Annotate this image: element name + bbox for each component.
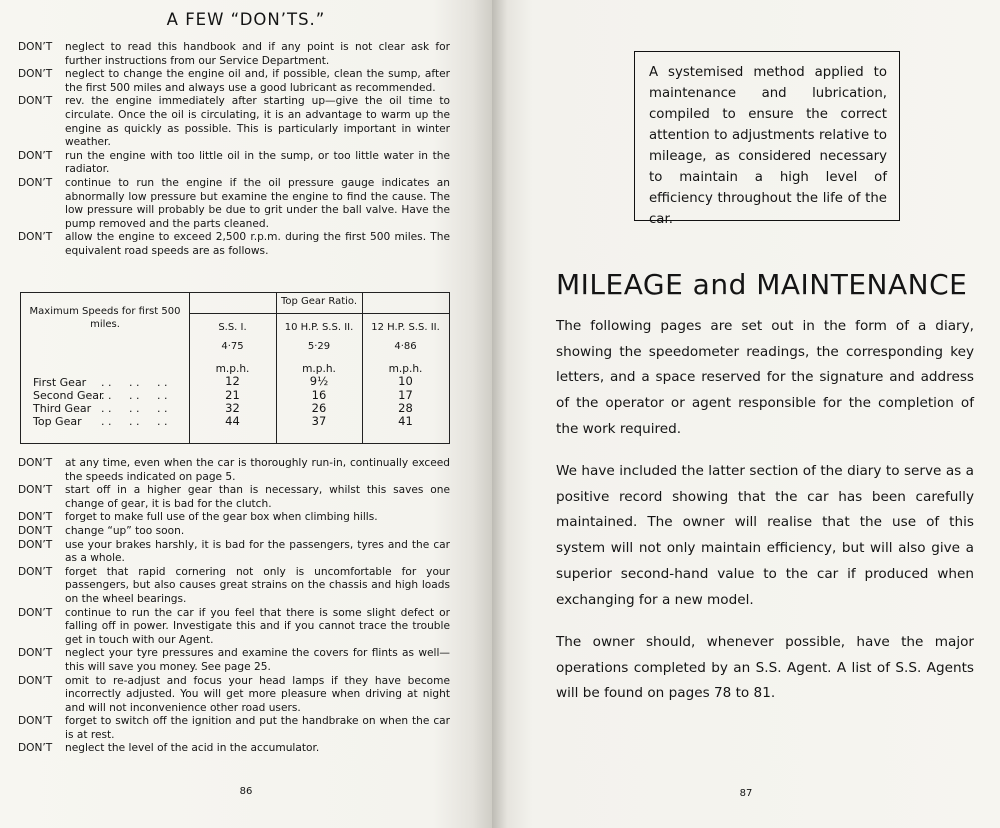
donts-list-top xyxy=(18,41,450,259)
dont-item xyxy=(18,525,450,539)
dont-label: DON’T xyxy=(18,41,53,53)
gear-name: Top Gear xyxy=(33,415,82,428)
page-title: A FEW “DON’TS.” xyxy=(166,10,326,29)
speed-table-group-header: Top Gear Ratio. xyxy=(280,296,358,307)
dont-label: DON’T xyxy=(18,95,53,108)
dont-text: forget to switch off the ignition and put the handbrake on when the car is at rest. xyxy=(65,715,450,741)
gear-ratio: 4·86 xyxy=(394,341,417,352)
leader-dots: . . . . . . xyxy=(101,389,168,402)
dont-item xyxy=(18,539,450,566)
donts-list-bottom xyxy=(18,457,450,756)
unit-label: m.p.h. xyxy=(388,363,423,375)
leader-dots: . . . . . . xyxy=(101,376,168,389)
dont-label: DON’T xyxy=(18,149,53,162)
dont-item xyxy=(18,566,450,607)
speed-value: 32 xyxy=(225,401,240,415)
dont-text: omit to re-adjust and focus your head lamps if they have become incorrectly adjusted. You will get more pleasure when driving at night and will not inconvenience other road users. xyxy=(65,674,450,714)
gear-row-label xyxy=(33,376,183,389)
speed-value: 17 xyxy=(398,388,413,402)
gear-ratio: 4·75 xyxy=(221,341,244,352)
speed-value: 28 xyxy=(398,401,413,415)
dont-label: DON’T xyxy=(18,742,53,755)
body-paragraph: The following pages are set out in the form of a diary, showing the speedometer readings, the corresponding key letters, and a space reserved for the signature and address of the operator or agent responsible for the completion of the work required. xyxy=(556,318,974,437)
dont-text: change “up” too soon. xyxy=(65,524,185,537)
dont-text: rev. the engine immediately after starting up—give the oil time to circulate. Once the oil is circulating, it is an advantage to warm up the engine as quickly as possible. This is particularly important in winter weather. xyxy=(65,95,450,149)
unit-label: m.p.h. xyxy=(215,363,250,375)
dont-label: DON’T xyxy=(18,511,53,524)
dont-text: run the engine with too little oil in the sump, or too little water in the radiator. xyxy=(65,149,450,176)
speed-value: 26 xyxy=(311,401,327,415)
column-header: 12 H.P. S.S. II. xyxy=(371,322,440,333)
gear-name: Third Gear xyxy=(33,402,92,415)
left-page xyxy=(0,0,492,828)
dont-text: use your brakes harshly, it is bad for the passengers, tyres and the car as a whole. xyxy=(65,538,450,565)
gear-name: Second Gear xyxy=(33,389,104,402)
dont-text: neglect to read this handbook and if any point is not clear ask for further instructions from our Service Department. xyxy=(65,41,450,67)
dont-label: DON’T xyxy=(18,565,53,578)
dont-item xyxy=(18,41,450,68)
speed-value: 16 xyxy=(311,388,327,402)
dont-item xyxy=(18,742,450,756)
column-header: S.S. I. xyxy=(218,322,247,333)
speed-value: 21 xyxy=(225,388,240,402)
body-paragraph: The owner should, whenever possible, have the major operations completed by an S.S. Agent. A list of S.S. Agents will be found on pages 78 to 81. xyxy=(556,634,974,702)
dont-item xyxy=(18,647,450,674)
section-heading: MILEAGE and MAINTENANCE xyxy=(556,268,968,301)
dont-label: DON’T xyxy=(18,538,53,551)
dont-item xyxy=(18,484,450,511)
dont-text: at any time, even when the car is thoroughly run-in, continually exceed the speeds indicated on page 5. xyxy=(65,457,450,483)
leader-dots: . . . . . . xyxy=(101,402,168,415)
table-divider xyxy=(189,313,449,314)
dont-label: DON’T xyxy=(18,484,53,497)
dont-label: DON’T xyxy=(18,231,53,244)
dont-item xyxy=(18,68,450,95)
speed-table-left-header: Maximum Speeds for first 500 miles. xyxy=(29,306,181,330)
dont-text: neglect your tyre pressures and examine the covers for flints as well—this will save you money. See page 25. xyxy=(65,647,450,673)
gear-ratio: 5·29 xyxy=(307,341,331,352)
dont-text: forget to make full use of the gear box when climbing hills. xyxy=(65,511,378,524)
dont-item xyxy=(18,95,450,149)
speed-value: 41 xyxy=(398,414,413,428)
dont-item xyxy=(18,511,450,525)
dont-label: DON’T xyxy=(18,606,53,619)
dont-item xyxy=(18,231,450,258)
dont-text: start off in a higher gear than is necessary, whilst this saves one change of gear, it is bad for the clutch. xyxy=(65,484,450,510)
column-header: 10 H.P. S.S. II. xyxy=(284,322,354,333)
dont-item xyxy=(18,457,450,484)
page-number: 87 xyxy=(739,788,753,799)
dont-label: DON’T xyxy=(18,647,53,660)
gear-name: First Gear xyxy=(33,376,87,389)
dont-label: DON’T xyxy=(18,68,53,81)
dont-item xyxy=(18,177,450,231)
dont-text: neglect the level of the acid in the accumulator. xyxy=(65,742,320,755)
speed-value: 44 xyxy=(225,414,240,428)
dont-text: continue to run the car if you feel that there is some slight defect or falling off in power. Investigate this and if you cannot trace the trouble get in touch with our Agent. xyxy=(65,606,450,646)
dont-item xyxy=(18,715,450,742)
right-page xyxy=(492,0,1000,828)
speed-value: 9½ xyxy=(309,374,329,388)
summary-box: A systemised method applied to maintenance and lubrication, compiled to ensure the correct attention to adjustments relative to mileage, as considered necessary to maintain a high level of efficiency throughout the life of the car. xyxy=(634,51,900,221)
speed-table xyxy=(20,292,450,444)
gear-row-label xyxy=(33,402,183,415)
dont-item xyxy=(18,607,450,648)
speed-value: 12 xyxy=(225,374,240,388)
dont-label: DON’T xyxy=(18,674,53,687)
unit-label: m.p.h. xyxy=(302,363,336,375)
gear-row-label xyxy=(33,415,183,428)
dont-item xyxy=(18,675,450,716)
dont-text: forget that rapid cornering not only is uncomfortable for your passengers, but also causes great strains on the chassis and high loads on the wheel bearings. xyxy=(65,565,450,605)
body-paragraph: We have included the latter section of the diary to serve as a positive record showing that the car has been carefully maintained. The owner will realise that the use of this system will not only maintain efficiency, but will also give a superior second-hand value to the car if produced when exchanging for a new model. xyxy=(556,463,974,608)
dont-label: DON’T xyxy=(18,176,53,189)
speed-value: 10 xyxy=(398,374,413,388)
speed-value: 37 xyxy=(311,414,327,428)
page-number: 86 xyxy=(239,786,253,797)
dont-text: neglect to change the engine oil and, if possible, clean the sump, after the first 500 miles and always use a good lubricant as recommended. xyxy=(65,68,450,94)
dont-label: DON’T xyxy=(18,524,53,537)
dont-text: continue to run the engine if the oil pressure gauge indicates an abnormally low pressure but examine the engine to find the cause. The low pressure will probably be due to grit under the ball valve. Have the pump removed and the parts cleaned. xyxy=(65,176,450,230)
dont-item xyxy=(18,150,450,177)
dont-label: DON’T xyxy=(18,715,53,728)
gear-row-label xyxy=(33,389,183,402)
dont-label: DON’T xyxy=(18,457,53,469)
dont-text: allow the engine to exceed 2,500 r.p.m. during the first 500 miles. The equivalent road speeds are as follows. xyxy=(65,231,450,257)
leader-dots: . . . . . . xyxy=(101,415,168,428)
